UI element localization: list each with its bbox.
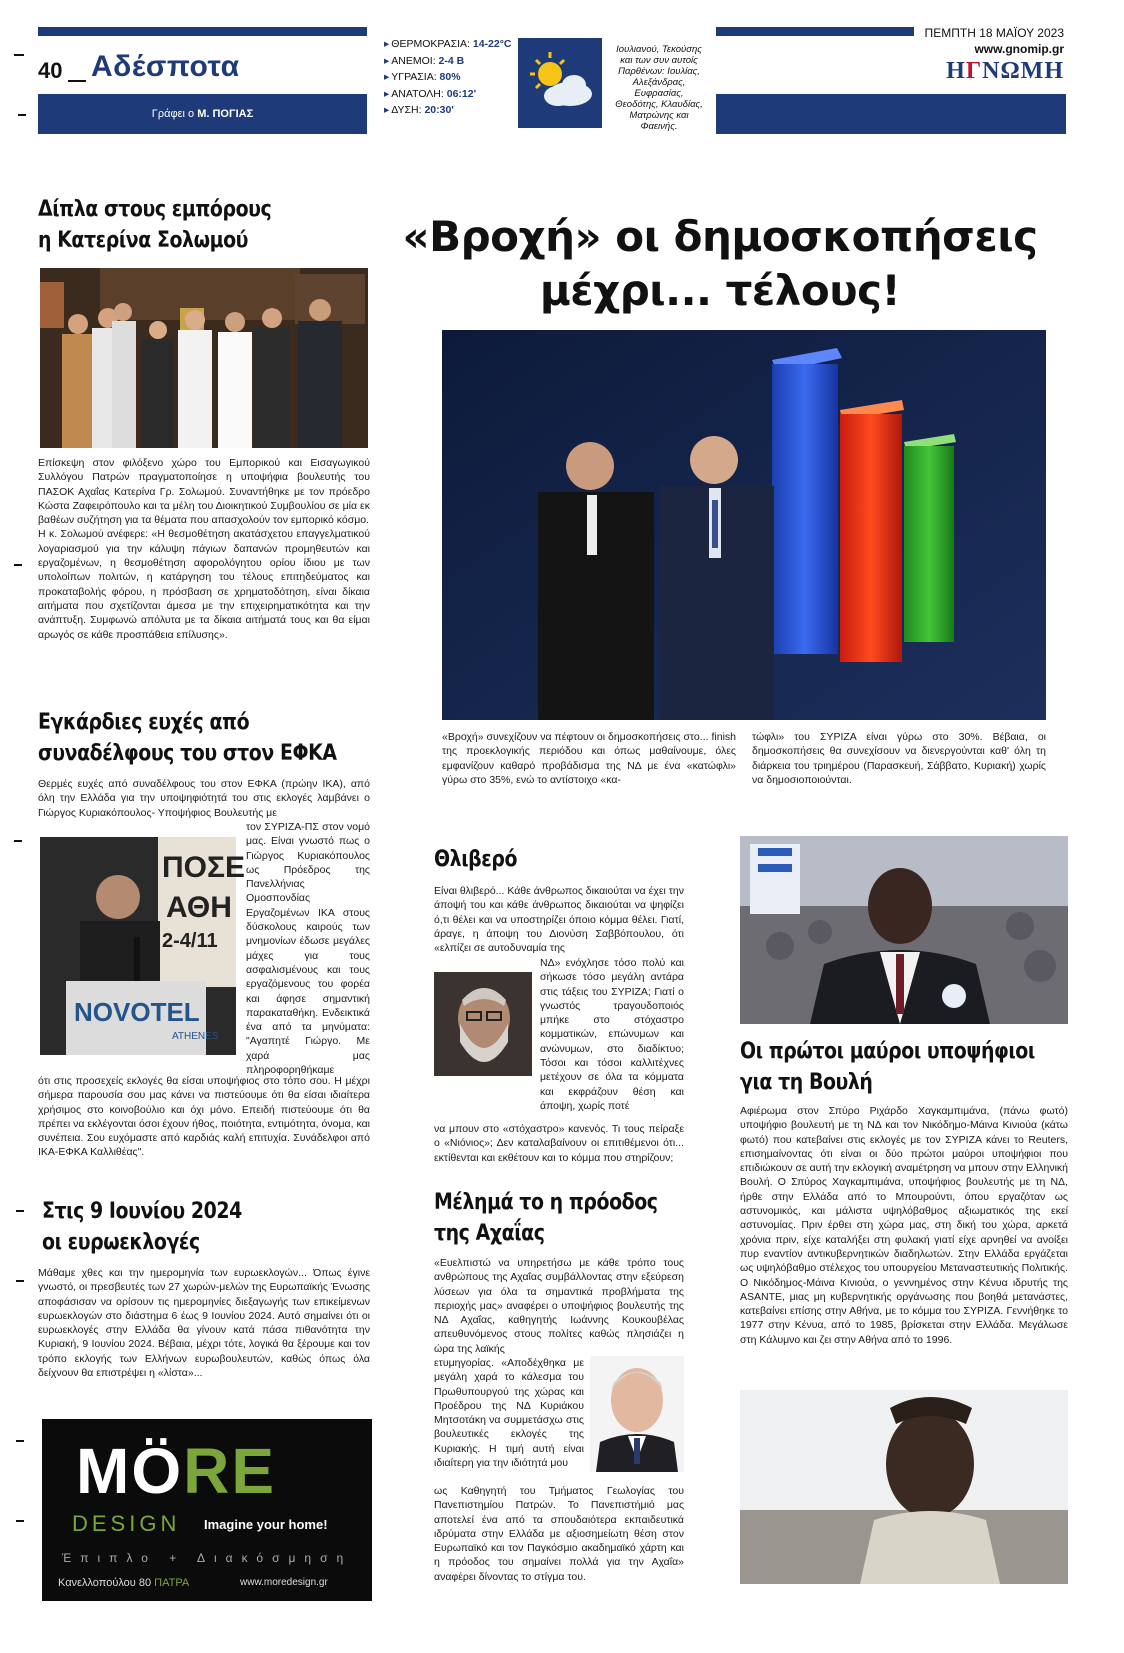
- namedays: Ιουλιανού, Τεκούσης και των συν αυτοίς Παρθένων: Ιουλίας, Αλεξάνδρας, Ευφρασίας, Θεοδότης, Κλαυδίας, Ματρώνης και Φαεινής.: [615, 44, 703, 132]
- hagabimana-photo: [740, 836, 1068, 1024]
- more-design-ad[interactable]: [42, 1419, 372, 1601]
- wall-text-1: ΠΟΣΕ: [162, 851, 246, 884]
- sad-headline: Θλιβερό: [434, 847, 518, 872]
- header-bar-right: [716, 94, 1066, 134]
- achaia-intro: «Ευελπιστώ να υπηρετήσω με κάθε τρόπο τους ανθρώπους της Αχαΐας συμβάλλοντας στην εξεύρεση λύσεων για όλα τα σημαντικά προβλήματα της περιοχής μας» αναφέρει ο υποψήφιος βουλευτής της ΝΔ Αχαΐας, καθηγητής Ιωάννης Κουκουβέλας απευθυνόμενος στους πολίτες καθώς πλησιάζει η ώρα της λαϊκής: [434, 1257, 684, 1355]
- issue-date: ΠΕΜΠΤΗ 18 ΜΑΪΟΥ 2023: [924, 26, 1064, 40]
- efka-tail: ότι στις προσεχείς εκλογές θα είσαι υποψήφιος στο τόπο σου. Η μέχρι σήμερα παρουσία σου μας κάνει να πιστεύουμε ότι θα είσαι ιδιαίτερα χρήσιμος στο κοινοβούλιο και όχι μόνο. Επειδή πιστεύουμε ότι θα πρέπει να εκλέγονται όσοι έχουν ήθος, ποιότητα, εντιμότητα, όνομα, και συνέπεια. Σου ευχόμαστε από καρδιάς καλή επιτυχία. Συνάδελφοι από ΙΚΑ-ΕΦΚΑ Καλλιθέας".: [38, 1075, 370, 1159]
- kinyua-photo: [740, 1390, 1068, 1584]
- sad-intro: Είναι θλιβερό... Κάθε άνθρωπος δικαιούται να έχει την άποψή του και κάθε άνθρωπος δικαιούται να ψηφίζει ό,τι θέλει και να υποστηρίζει όποιο κόμμα θέλει. Γιατί, άραγε, η άποψη του Διονύση Σαββόπουλου, ότι «ελπίζει σε αυτοδυναμία της: [434, 885, 685, 955]
- weather-sunrise: 06:12': [446, 87, 477, 100]
- euroelections-body: Μάθαμε χθες και την ημερομηνία των ευρωεκλογών... Όπως έγινε γνωστό, οι πρεσβευτές των 27 χωρών-μελών της Ευρωπαϊκής Ένωσης αποφάσισαν να ορίσουν τις ημερομηνίες διεξαγωγής των επικείμενων ευρωεκλογών στο διάστημα 6 έως 9 Ιουνίου 2024. Αυτό σημαίνει ότι οι ευρωεκλογές στην Ελλάδα θα γίνουν κατά πάσα πιθανότητα την Κυριακή, 9 Ιουνίου 2024. Βέβαια, μέχρι τότε, λογικά θα ξέρουμε και τον τρόπο εκλογής των Ελλήνων ευρωβουλευτών, καθώς όπως όλα δείχνουν θα επιστρέψει η «λίστα»...: [38, 1267, 370, 1380]
- podium-brand: NOVOTEL: [74, 997, 200, 1027]
- weather-sunset: 20:30': [424, 104, 454, 116]
- polls-headline: «Βροχή» οι δημοσκοπήσεις μέχρι... τέλους!: [402, 212, 1038, 315]
- savvopoulos-photo: [434, 972, 532, 1076]
- polls-main-photo: [442, 330, 1046, 720]
- black-candidates-headline: Οι πρώτοι μαύροι υποψήφιοι για τη Βουλή: [740, 1039, 1035, 1095]
- byline-bar: [38, 94, 367, 134]
- efka-headline: Εγκάρδιες ευχές από συναδέλφους του στον ΕΦΚΑ: [38, 710, 337, 766]
- solomou-body: [38, 456, 370, 642]
- weather-temp: 14-22°C: [472, 38, 512, 50]
- solomou-p2: Η κ. Σολωμού ανέφερε: «Η θεσμοθέτηση ακατάσχετου επαγγελματικού λογαριασμού για την κάλυψη πάγιων δαπανών προμηθευτών και εργαζομένων, η θεσμοθέτηση αφορολόγητου ορίου ίδιου με των υπολοίπων πολιτών, η κατάργηση του τέλους επιτηδεύματος και προκαταβολής φόρου, η πρόσβαση σε χρηματοδότηση, είναι δίκαια αιτήματα που σχετίζονται άμεσα με την επιχειρηματικότητα και την ανάπτυξη. Συμφωνώ απόλυτα με τα δίκαια αιτήματά τους και θα είμαι αρωγός σε κάθε προσπάθεια επίλυσης».: [38, 528, 370, 641]
- polls-caption-col2: τώφλι» του ΣΥΡΙΖΑ είναι γύρω στο 30%. Βέβαια, οι δημοσκοπήσεις θα συνεχίσουν να διενεργούνται καθ' όλη τη διάρκεια του τριημέρου (Παρασκευή, Σάββατο, Κυριακή) χωρίς να δημοσιοποιούνται.: [752, 731, 1046, 786]
- byline-author: Μ. ΠΟΓΙΑΣ: [197, 108, 254, 120]
- weather-icon-box: [518, 38, 602, 128]
- black-candidates-body: Αφιέρωμα στον Σπύρο Ριχάρδο Χαγκαμπιμάνα, (πάνω φωτό) υποψήφιο βουλευτή με τη ΝΔ και τον Νικόδημο-Μάινα Κινιούα (κάτω φωτό) που κατεβαίνει στις εκλογές με τον ΣΥΡΙΖΑ κάνει το Reuters, επισημαίνοντας ότι είναι οι δύο πρώτοι μαύροι υποψήφιοι που επιδιώκουν σε αυτή την εκλογική αναμέτρηση να μπουν στην Ελληνική Βουλή. Ο Σπύρος Χαγκαμπιμάνα, υποψήφιος βουλευτής με τη ΝΔ, ήρθε στην Ελλάδα από το Μπουρούντι, όπου εργαζόταν ως αστυνομικός, και μάλιστα υψηλόβαθμος αξιωματικός της εκεί αστυνομίας. Πριν έρθει στη χώρα μας, στη δική του χώρα, αρκετά χρόνια πριν, είχε καταλήξει στη φυλακή γιατί είχε αρνηθεί να ανοίξει πυρ εναντίον αντικυβερνητικών διαδηλωτών. Στην Ελλάδα εργάζεται ως υψηλόβαθμο στέλεχος του υπουργείου Μεταναστευτικής Πολιτικής. Ο Νικόδημος-Μάινα Κινιούα, ο γεννημένος στην Κένυα ιδρυτής της ASANTE, μιας μη κυβερνητικής οργάνωσης που βοηθά μετανάστες, κατεβαίνει επίσης στην Αθήνα, με το κόμμα του ΣΥΡΙΖΑ. Γεννήθηκε το 1977 στην Κένυα, από το 1985, βρίσκεται στην Ελλάδα. Μεγάλωσε στη Κάλυμνο και ζει στην Αθήνα από το 1996.: [740, 1105, 1069, 1346]
- ad-website[interactable]: www.moredesign.gr: [240, 1577, 328, 1588]
- solomou-group-photo: [40, 268, 368, 448]
- wall-text-2: ΑΘΗ: [166, 891, 232, 924]
- speaker-photo-image: [40, 837, 246, 1055]
- candidate-photo-2: [740, 1390, 1068, 1584]
- koukouvelas-photo: [590, 1356, 684, 1472]
- podium-sub: ATHENES: [172, 1031, 219, 1042]
- partly-cloudy-icon: [518, 38, 602, 128]
- efka-wrap: τον ΣΥΡΙΖΑ-ΠΣ στον νομό μας. Είναι γνωστό πως ο Γιώργος Κυριακόπουλος ως Πρόεδρος της Πανελλήνιας Ομοσπονδίας Εργαζομένων ΙΚΑ στους δύσκολους καιρούς των μνημονίων έδωσε μεγάλες μάχες για τους ασφαλισμένους και τους εργαζόμενους του φορέα και άφησε σημαντική παρακαταθήκη. Ενδεικτικά ένα από τα μηνύματα: "Αγαπητέ Γιώργο. Με χαρά μας πληροφορηθήκαμε: [246, 821, 370, 1077]
- website: www.gnomip.gr: [974, 42, 1064, 56]
- solomou-headline: Δίπλα στους εμπόρους η Κατερίνα Σολωμού: [38, 197, 272, 253]
- efka-speaker-photo: [40, 837, 246, 1055]
- achaia-tail: ως Καθηγητή του Τμήματος Γεωλογίας του Πανεπιστημίου Πατρών. Το Πανεπιστήμιό μας αποτελεί ένα από τα σπουδαιότερα εκπαιδευτικά ιδρύματα στην Ελλάδα με αξιοσημείωτη θέση στον Ευρωπαϊκό και τον Παγκόσμιο ακαδημαϊκό χάρτη και η πρόοδος του σημαίνει πολλά για την Αχαΐα» αναφέρει δίνοντας το στίγμα του.: [434, 1485, 684, 1583]
- achaia-wrap: ετυμηγορίας. «Αποδέχθηκα με μεγάλη χαρά το κάλεσμα του Πρωθυπουργού της χώρας και Προέδρου της ΝΔ Κυριάκου Μητσοτάκη να συμμετάσχω στις βουλευτικές εκλογές της Κυριακής. Η τιμή αυτή είναι ιδιαίτερη για την ιδιότητά μου: [434, 1357, 584, 1470]
- sad-tail: να μπουν στο «στόχαστρο» κανενός. Τι τους πείραξε ο «Νιόνιος»; Δεν καταλαβαίνουν οι επιτιθέμενοι ότι... εκτίθενται και εκθέτουν και το κόμμα που στηρίζουν;: [434, 1123, 684, 1164]
- group-photo-image: [40, 268, 368, 448]
- ad-address: Κανελλοπούλου 80 ΠΑΤΡΑ: [58, 1577, 190, 1589]
- portrait-image-2: [590, 1356, 684, 1472]
- euroelections-headline: Στις 9 Ιουνίου 2024 οι ευρωεκλογές: [42, 1199, 242, 1255]
- ad-brand: MÖRE: [76, 1435, 276, 1507]
- newspaper-logo: ΗΓΝΩΜΗ: [946, 58, 1064, 84]
- page-number: 40: [38, 58, 63, 83]
- polls-caption-col1: «Βροχή» συνεχίζουν να πέφτουν οι δημοσκοπήσεις στο... finish της προεκλογικής περιόδου και όπως μαθαίνουμε, όλες εμφανίζουν καθαρό προβάδισμα της ΝΔ με ένα «κατώφλι» γύρω στο 35%, ενώ το αντίστοιχο «κα-: [442, 731, 736, 786]
- header-top-bar-left: [38, 27, 367, 36]
- ad-services: Έπιπλο + Διακόσμηση: [61, 1551, 353, 1565]
- weather-wind: 2-4 Β: [438, 54, 465, 67]
- solomou-p1: Επίσκεψη στον φιλόξενο χώρο του Εμπορικού και Εισαγωγικού Συλλόγου Πατρών πραγματοποίησε η υποψήφια βουλευτής του ΠΑΣΟΚ Αχαΐας Κατερίνα Γρ. Σολωμού. Συναντήθηκε με τον πρόεδρο Κώστα Ζαφειρόπουλο και τα μέλη του Διοικητικού Συμβουλίου σε μία εκ βαθέων συζήτηση για τα θέματα που απασχολούν τον εμπορικό κόσμο.: [38, 457, 370, 527]
- wall-text-3: 2-4/11: [162, 930, 218, 952]
- sad-wrap: ΝΔ» ενόχλησε τόσο πολύ και σήκωσε τόσο μεγάλη αντάρα στις τάξεις του ΣΥΡΙΖΑ; Γιατί ο γνωστός τραγουδοποιός μπήκε στο στόχαστρο κομματικών, επώνυμων και ανώνυμων, στο διαδίκτυο; Τόσοι και τόσοι καλλιτέχνες μετέχουν σε όλα τα κόμματα και εκφράζουν θέση και άποψη, χωρίς ποτέ: [540, 957, 684, 1112]
- candidate-photo-1: [740, 836, 1068, 1024]
- efka-intro: Θερμές ευχές από συναδέλφους του στον ΕΦΚΑ (πρώην ΙΚΑ), από όλη την Ελλάδα για την υποψηφιότητά του στις εκλογές λαμβάνει ο Γιώργος Κυριακόπουλος- Υποψήφιος Βουλευτής με: [38, 778, 370, 819]
- achaia-headline: Μέλημά το η πρόοδος της Αχαΐας: [434, 1190, 658, 1246]
- weather-humidity: 80%: [439, 71, 461, 83]
- byline-prefix: Γράφει ο: [151, 108, 195, 120]
- section-title: Αδέσποτα: [91, 50, 240, 83]
- page-number-rule: [68, 80, 86, 82]
- ad-tagline: Imagine your home!: [204, 1517, 328, 1532]
- left-margin-marks: [8, 40, 32, 1640]
- leaders-bar-graphic: [442, 330, 1046, 720]
- ad-design-word: DESIGN: [72, 1511, 181, 1536]
- portrait-image: [434, 972, 532, 1076]
- weather-list: ▸ ΘΕΡΜΟΚΡΑΣΙΑ: 14-22°C ▸ ΑΝΕΜΟΙ: 2-4 Β ▸ ΥΓΡΑΣΙΑ: 80% ▸ ΑΝΑΤΟΛΗ: 06:12' ▸ ΔΥΣΗ: 20:30': [384, 36, 514, 119]
